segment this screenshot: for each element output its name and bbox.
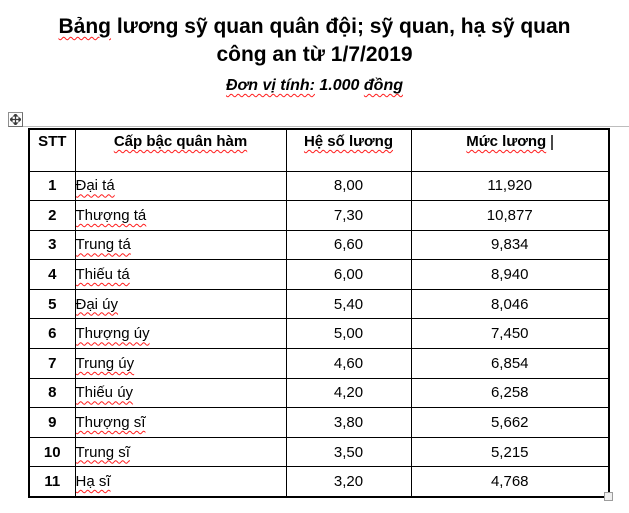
table-row [29, 201, 609, 231]
row-salary[interactable]: 9,834 [411, 230, 609, 260]
header-coefficient[interactable] [286, 129, 411, 171]
header-rank-label: Cấp bậc quân hàm [113, 133, 248, 150]
table-row [29, 378, 609, 408]
row-stt[interactable]: 8 [29, 378, 75, 408]
row-coefficient[interactable]: 4,20 [286, 378, 411, 408]
row-rank[interactable] [75, 408, 286, 438]
row-coefficient[interactable]: 6,00 [286, 260, 411, 290]
four-way-move-icon [10, 114, 21, 125]
row-salary[interactable]: 6,854 [411, 349, 609, 379]
row-salary[interactable]: 11,920 [411, 171, 609, 201]
row-stt[interactable]: 10 [29, 437, 75, 467]
row-coefficient[interactable]: 4,60 [286, 349, 411, 379]
table-header-row [29, 129, 609, 171]
title-flagged-word: Bảng [58, 15, 111, 38]
text-cursor [551, 135, 553, 150]
row-coefficient[interactable]: 3,20 [286, 467, 411, 497]
row-rank[interactable] [75, 349, 286, 379]
row-rank[interactable] [75, 437, 286, 467]
salary-table [28, 128, 610, 498]
rank-label: Thiếu úy [75, 384, 134, 402]
header-salary-label: Mức lương [466, 133, 547, 150]
rank-label: Trung sĩ [75, 443, 130, 461]
table-row [29, 230, 609, 260]
table-row [29, 171, 609, 201]
title-line1-rest: lương sỹ quan quân đội; sỹ quan, hạ sỹ quan [110, 15, 571, 38]
row-rank[interactable] [75, 289, 286, 319]
row-stt[interactable]: 5 [29, 289, 75, 319]
row-stt[interactable]: 4 [29, 260, 75, 290]
header-stt[interactable] [29, 129, 75, 171]
rank-label: Trung tá [75, 236, 131, 254]
row-stt[interactable]: 1 [29, 171, 75, 201]
rank-label: Đại tá [75, 177, 115, 195]
page-title[interactable] [0, 13, 629, 69]
table-row [29, 437, 609, 467]
row-coefficient[interactable]: 5,40 [286, 289, 411, 319]
rank-label: Hạ sĩ [75, 472, 111, 490]
row-rank[interactable] [75, 201, 286, 231]
table-row [29, 260, 609, 290]
row-rank[interactable] [75, 319, 286, 349]
row-coefficient[interactable]: 6,60 [286, 230, 411, 260]
header-stt-label: STT [38, 133, 67, 150]
unit-note-lead: Đơn vị tính: [226, 77, 315, 94]
unit-note-value: 1.000 [314, 77, 364, 94]
row-stt[interactable]: 6 [29, 319, 75, 349]
unit-note-tail: đồng [363, 77, 403, 94]
row-coefficient[interactable]: 5,00 [286, 319, 411, 349]
row-salary[interactable]: 7,450 [411, 319, 609, 349]
table-row [29, 408, 609, 438]
row-salary[interactable]: 5,662 [411, 408, 609, 438]
table-move-handle[interactable] [8, 112, 23, 127]
row-stt[interactable]: 9 [29, 408, 75, 438]
row-rank[interactable] [75, 467, 286, 497]
header-rank[interactable] [75, 129, 286, 171]
table-row [29, 349, 609, 379]
rank-label: Thượng úy [75, 325, 150, 343]
row-salary[interactable]: 4,768 [411, 467, 609, 497]
row-stt[interactable]: 3 [29, 230, 75, 260]
rank-label: Thượng sĩ [75, 414, 146, 432]
table-row [29, 319, 609, 349]
row-coefficient[interactable]: 3,80 [286, 408, 411, 438]
rank-label: Thiếu tá [75, 266, 130, 284]
row-stt[interactable]: 7 [29, 349, 75, 379]
header-coefficient-label: Hệ số lương [303, 133, 394, 150]
table-row [29, 467, 609, 497]
row-salary[interactable]: 5,215 [411, 437, 609, 467]
row-rank[interactable] [75, 260, 286, 290]
row-salary[interactable]: 8,940 [411, 260, 609, 290]
row-rank[interactable] [75, 378, 286, 408]
row-stt[interactable]: 2 [29, 201, 75, 231]
row-salary[interactable]: 8,046 [411, 289, 609, 319]
table-row [29, 289, 609, 319]
rank-label: Đại úy [75, 295, 119, 313]
row-salary[interactable]: 6,258 [411, 378, 609, 408]
row-coefficient[interactable]: 7,30 [286, 201, 411, 231]
rank-label: Thượng tá [75, 206, 147, 224]
rank-label: Trung úy [75, 354, 135, 372]
header-salary[interactable] [411, 129, 609, 171]
row-rank[interactable] [75, 171, 286, 201]
row-coefficient[interactable]: 8,00 [286, 171, 411, 201]
table-resize-handle[interactable] [604, 492, 613, 501]
title-line2: công an từ 1/7/2019 [216, 43, 413, 66]
row-coefficient[interactable]: 3,50 [286, 437, 411, 467]
row-salary[interactable]: 10,877 [411, 201, 609, 231]
unit-note[interactable] [0, 76, 629, 96]
row-stt[interactable]: 11 [29, 467, 75, 497]
row-rank[interactable] [75, 230, 286, 260]
text-boundary-line [8, 126, 629, 127]
